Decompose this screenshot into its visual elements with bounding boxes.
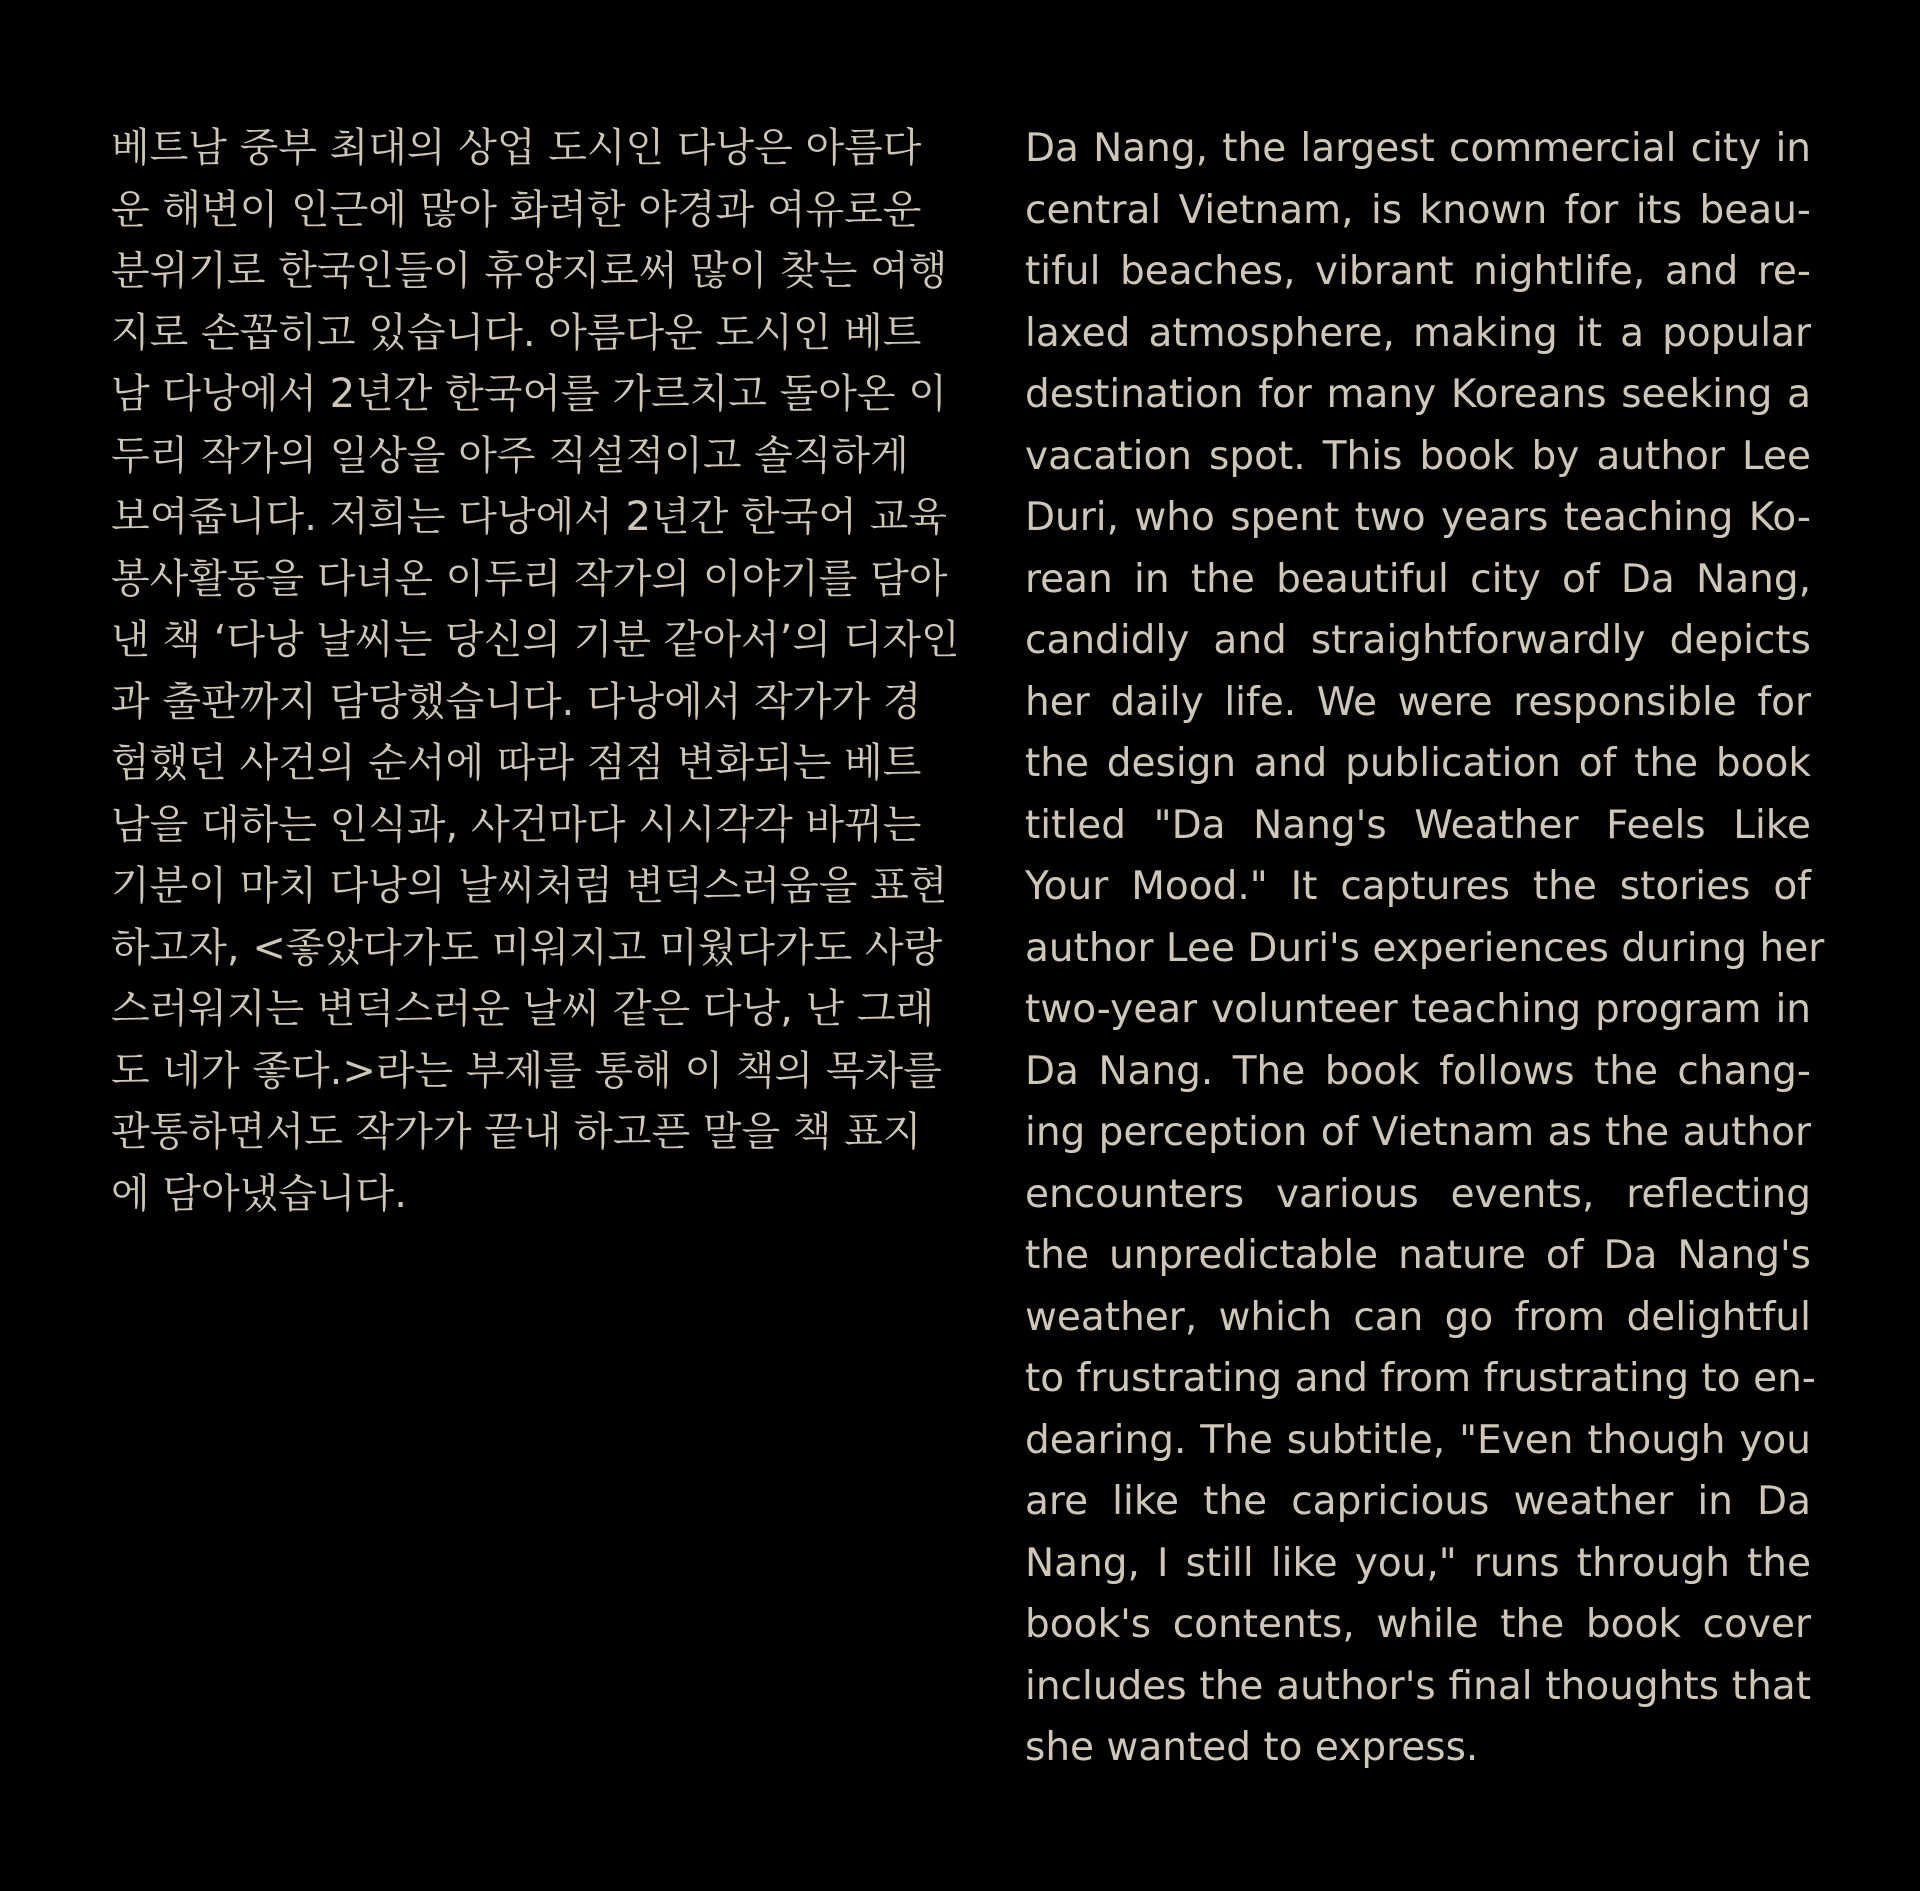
english-line: author Lee Duri's experiences during her (1025, 925, 1825, 971)
english-line: Da Nang, the largest commercial city in (1025, 126, 1811, 171)
korean-line: 과 출판까지 담당했습니다. 다낭에서 작가가 경 (111, 678, 922, 725)
english-description (1025, 118, 1825, 1779)
english-line: titled "Da Nang's Weather Feels Like (1025, 802, 1811, 848)
korean-line: 에 담아냈습니다. (111, 1170, 407, 1217)
english-line: book's contents, while the book cover (1025, 1602, 1811, 1647)
english-line: her daily life. We were responsible for (1025, 679, 1811, 725)
korean-line: 낸 책 ‘다낭 날씨는 당신의 기분 같아서’의 디자인 (111, 617, 960, 663)
english-line: dearing. The subtitle, "Even though you (1025, 1417, 1811, 1463)
korean-line: 스러워지는 변덕스러운 날씨 같은 다낭, 난 그래 (111, 986, 935, 1032)
english-line: weather, which can go from delightful (1025, 1294, 1811, 1340)
english-line: Nang, I still like you," runs through the (1025, 1540, 1811, 1586)
korean-line: 하고자, <좋았다가도 미워지고 미웠다가도 사랑 (111, 924, 943, 971)
korean-line: 관통하면서도 작가가 끝내 하고픈 말을 책 표지 (111, 1109, 922, 1155)
korean-description (111, 118, 960, 1225)
korean-line: 운 해변이 인근에 많아 화려한 야경과 여유로운 (111, 186, 922, 233)
korean-line: 두리 작가의 일상을 아주 직설적이고 솔직하게 (111, 432, 909, 479)
english-line: vacation spot. This book by author Lee (1025, 433, 1811, 479)
korean-line: 도 네가 좋다.>라는 부제를 통해 이 책의 목차를 (111, 1047, 942, 1094)
english-line: two-year volunteer teaching program in (1025, 987, 1811, 1032)
english-line: Da Nang. The book follows the chang- (1025, 1048, 1811, 1094)
english-line: the unpredictable nature of Da Nang's (1025, 1233, 1811, 1278)
korean-line: 기분이 마치 다낭의 날씨처럼 변덕스러움을 표현 (111, 863, 948, 909)
english-line: to frustrating and from frustrating to en- (1025, 1356, 1816, 1401)
english-line: she wanted to express. (1025, 1725, 1479, 1770)
english-line: includes the author's final thoughts that (1025, 1663, 1811, 1709)
korean-line: 지로 손꼽히고 있습니다. 아름다운 도시인 베트 (111, 309, 922, 356)
english-line: encounters various events, reflecting (1025, 1171, 1811, 1217)
korean-line: 남 다낭에서 2년간 한국어를 가르치고 돌아온 이 (111, 371, 947, 417)
english-line: Your Mood." It captures the stories of (1025, 864, 1811, 909)
korean-line: 베트남 중부 최대의 상업 도시인 다낭은 아름다 (111, 125, 922, 171)
korean-line: 남을 대하는 인식과, 사건마다 시시각각 바뀌는 (111, 801, 922, 848)
english-line: laxed atmosphere, making it a popular (1025, 310, 1811, 356)
english-line: destination for many Koreans seeking a (1025, 372, 1811, 417)
korean-line: 분위기로 한국인들이 휴양지로써 많이 찾는 여행 (111, 248, 948, 294)
english-line: central Vietnam, is known for its beau- (1025, 187, 1811, 233)
korean-line: 봉사활동을 다녀온 이두리 작가의 이야기를 담아 (111, 555, 948, 602)
english-line: are like the capricious weather in Da (1025, 1479, 1811, 1524)
korean-line: 보여줍니다. 저희는 다낭에서 2년간 한국어 교육 (111, 494, 947, 540)
english-line: the design and publication of the book (1025, 741, 1811, 786)
english-line: ing perception of Vietnam as the author (1025, 1110, 1811, 1155)
english-line: Duri, who spent two years teaching Ko- (1025, 495, 1811, 540)
english-line: rean in the beautiful city of Da Nang, (1025, 556, 1811, 602)
english-line: candidly and straightforwardly depicts (1025, 618, 1811, 663)
korean-line: 험했던 사건의 순서에 따라 점점 변화되는 베트 (111, 740, 922, 786)
english-line: tiful beaches, vibrant nightlife, and re- (1025, 249, 1811, 294)
